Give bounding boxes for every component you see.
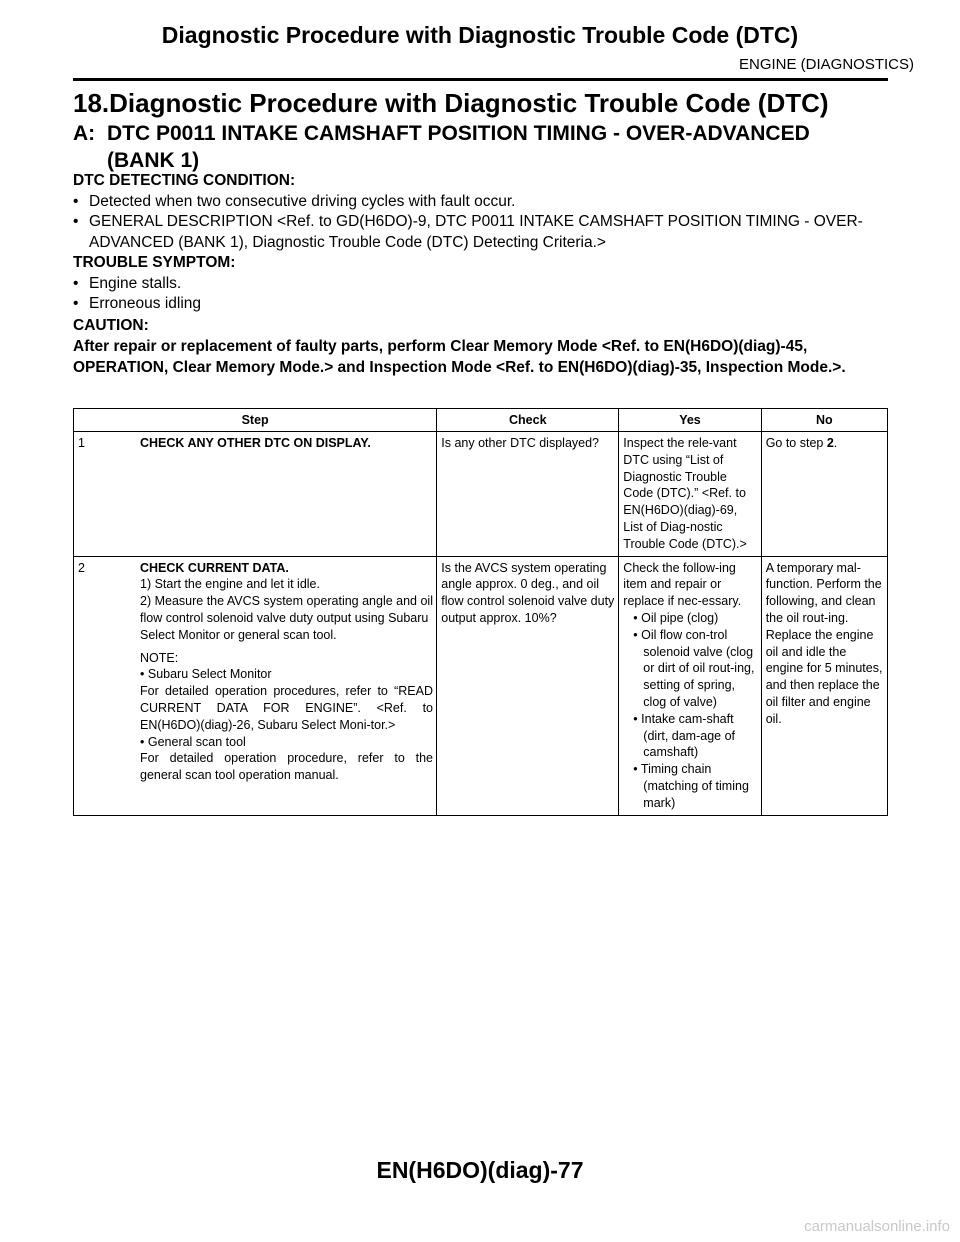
header-divider [73, 78, 888, 81]
no-cell: A temporary mal-function. Perform the following, and clean the oil rout-ing. Replace the engine oil and idle the engine for 5 minutes, and then replace the oil filter and engine oil. [761, 556, 887, 815]
table-header-row [74, 409, 888, 432]
step-title: CHECK CURRENT DATA. [140, 560, 289, 575]
header-no: No [761, 409, 887, 432]
yes-item: • Intake cam-shaft (dirt, dam-age of camshaft) [633, 711, 736, 760]
check-cell: Is the AVCS system operating angle approx. 0 deg., and oil flow control solenoid valve duty output approx. 10%? [437, 556, 619, 815]
watermark: carmanualsonline.info [804, 1218, 950, 1235]
check-cell: Is any other DTC displayed? [437, 432, 619, 557]
trouble-symptom-title: TROUBLE SYMPTOM: [73, 254, 236, 271]
caution-title: CAUTION: [73, 317, 149, 334]
yes-item: • Timing chain (matching of timing mark) [633, 762, 749, 810]
step-cell [74, 432, 437, 557]
detecting-condition-title: DTC DETECTING CONDITION: [73, 172, 296, 189]
trouble-symptom-item: • Erroneous idling [73, 295, 202, 312]
dtc-subheading [73, 120, 883, 174]
note-text: For detailed operation procedure, refer to the general scan tool operation manual. [140, 751, 433, 783]
substep: 1) Start the engine and let it idle. [140, 577, 320, 592]
table-row [74, 556, 888, 815]
page-number: EN(H6DO)(diag)-77 [376, 1157, 584, 1183]
step-cell [74, 556, 437, 815]
note-text: For detailed operation procedures, refer to “READ CURRENT DATA FOR ENGINE”. <Ref. to EN(H6DO)(diag)-26, Subaru Select Moni-tor.> [140, 684, 433, 732]
detecting-condition-item: • GENERAL DESCRIPTION <Ref. to GD(H6DO)-9, DTC P0011 INTAKE CAMSHAFT POSITION TIMING - OVER-ADVANCED (BANK 1), Diagnostic Trouble Code (DTC) Detecting Criteria.> [73, 213, 863, 251]
section-heading: 18.Diagnostic Procedure with Diagnostic Trouble Code (DTC) [73, 88, 829, 118]
substep: 2) Measure the AVCS system operating angle and oil flow control solenoid valve duty output using Subaru Select Monitor or general scan tool. [140, 594, 433, 642]
conditions-block [73, 171, 888, 315]
note-label: NOTE: [140, 650, 179, 665]
no-cell: Go to step 2. [761, 432, 887, 557]
goto-step-number: 2 [826, 436, 834, 450]
step-number: 2 [78, 560, 85, 575]
subheading-line1: DTC P0011 INTAKE CAMSHAFT POSITION TIMING - OVER-ADVANCED [107, 122, 810, 145]
subheading-line2: (BANK 1) [107, 149, 200, 172]
trouble-symptom-item: • Engine stalls. [73, 274, 182, 292]
yes-cell: Inspect the rele-vant DTC using “List of Diagnostic Trouble Code (DTC).” <Ref. to EN(H6DO)(diag)-69, List of Diag-nostic Trouble Code (DTC).> [619, 432, 761, 557]
caution-text: After repair or replacement of faulty parts, perform Clear Memory Mode <Ref. to EN(H6DO)(diag)-45, OPERATION, Clear Memory Mode.> and Inspection Mode <Ref. to EN(H6DO)(diag)-35, Inspection Mode.>. [73, 338, 846, 376]
table-row [74, 432, 888, 557]
yes-item: • Oil flow con-trol solenoid valve (clog or dirt of oil rout-ing, setting of spring, clog of valve) [633, 627, 755, 709]
header-check: Check [437, 409, 619, 432]
page-header-section: ENGINE (DIAGNOSTICS) [738, 56, 914, 73]
page-header-title: Diagnostic Procedure with Diagnostic Trouble Code (DTC) [161, 22, 799, 48]
note-bullet: • General scan tool [140, 734, 246, 749]
note-block [140, 650, 433, 784]
yes-cell [619, 556, 761, 815]
yes-intro: Check the follow-ing item and repair or replace if nec-essary. [623, 560, 742, 609]
detecting-condition-item: • Detected when two consecutive driving cycles with fault occur. [73, 192, 516, 210]
caution-block [73, 315, 888, 378]
note-bullet: • Subaru Select Monitor [140, 667, 272, 682]
step-number: 1 [78, 436, 85, 450]
yes-item: • Oil pipe (clog) [633, 610, 719, 625]
subheading-label: A: [73, 122, 96, 145]
header-yes: Yes [619, 409, 761, 432]
header-step: Step [74, 409, 437, 432]
step-title: CHECK ANY OTHER DTC ON DISPLAY. [140, 436, 371, 450]
diagnostic-steps-table [73, 408, 888, 816]
